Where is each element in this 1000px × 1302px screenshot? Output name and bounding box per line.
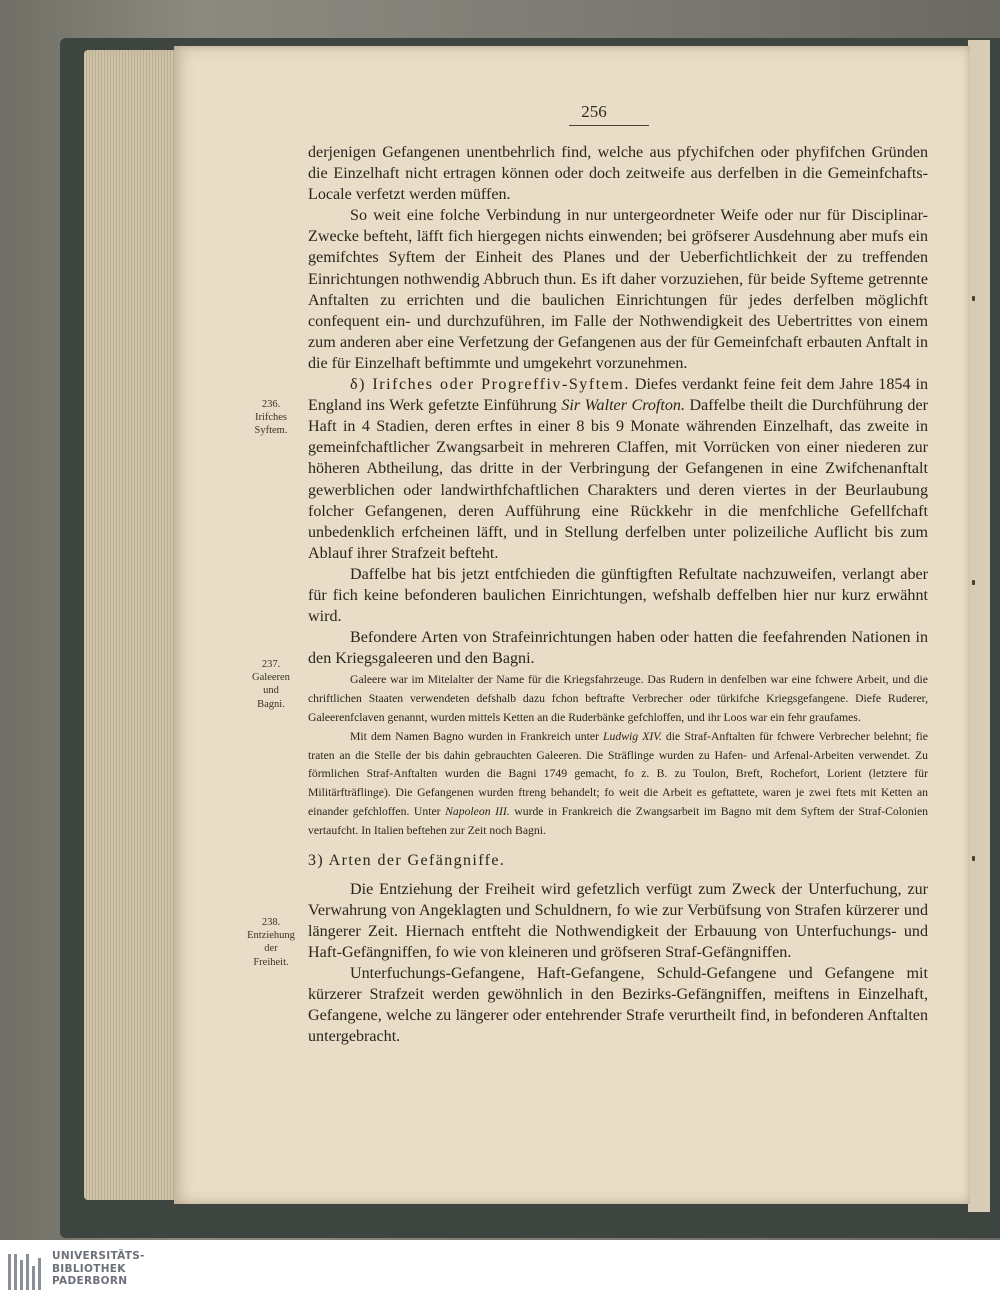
footer-bar — [0, 1240, 1000, 1302]
text-run: die Straf-Anftalten für fchwere Verbrecher belehnt; fie traten an die Stelle der bis dahin gebrauchten Galeeren. Die Sträflinge wurden zu Hafen- und Arfenal-Arbeiten verwendet. Zu förmlichen Straf-Anftalten wurden die Bagni 1749 gemacht, fo z. B. zu Toulon, Breft, Rochefort, Lorient (letztere für Militärfträflinge). Die Gefangenen wurden ftreng behandelt; fo weit die Arbeit es geftattete, waren je zwei ftets mit Ketten an einander gefchloffen. Unter — [308, 729, 928, 818]
margin-note-line: Galeeren — [252, 672, 290, 684]
margin-note-236 — [236, 398, 306, 438]
library-name-line: BIBLIOTHEK — [52, 1262, 126, 1275]
paragraph: Daffelbe hat bis jetzt entfchieden die günftigften Refultate nachzuweifen, verlangt aber für fich keine befonderen baulichen Einrichtungen, wefshalb deffelben hier nur kurz erwähnt wird. — [308, 565, 928, 626]
body-text — [308, 142, 928, 1047]
margin-note-line: Bagni. — [257, 698, 285, 710]
library-logo-icon — [6, 1252, 46, 1292]
margin-note-line: 238. — [261, 917, 281, 928]
book-page — [174, 46, 970, 1204]
person-name: Napoleon III. — [445, 804, 510, 818]
paragraph: derjenigen Gefangenen unentbehrlich find, welche aus pfychifchen oder phyfifchen Gründen die Einzelhaft nicht ertragen können oder doch zeitweife aus derfelben in die Gemeinfchafts-Locale verfetzt werden müffen. — [308, 144, 928, 204]
scan-mark — [972, 856, 975, 861]
section-heading: 3) Arten der Gefängniffe. — [308, 851, 506, 869]
paragraph: Befondere Arten von Strafeinrichtungen haben oder hatten die feefahrenden Nationen in den Kriegsgaleeren und den Bagni. — [308, 629, 928, 668]
small-paragraph: Galeere war im Mitelalter der Name für die Kriegsfahrzeuge. Das Rudern in denfelben war eine fchwere Arbeit, und die chriftlichen Staaten verwendeten defshalb dazu fchon beftrafte Verbrecher oder türkifche Kriegsgefangene. Diefe Ruderer, Galeerenfclaven genannt, wurden mittels Ketten an die Ruderbänke gefchloffen, und ihr Loos war ein fehr graufames. — [308, 673, 928, 724]
margin-note-line: Syftem. — [254, 425, 288, 437]
library-name-line: UNIVERSITÄTS- — [52, 1250, 145, 1262]
paragraph: Unterfuchungs-Gefangene, Haft-Gefangene, Schuld-Gefangene und Gefangene mit kürzerer Strafzeit werden gewöhnlich in den Bezirks-Gefängniffen, meiftens in Einzelhaft, Gefangene, welche zu längerer oder entehrender Strafe verurtheilt find, in befonderen Anftalten untergebracht. — [308, 964, 928, 1046]
margin-note-line: der — [264, 943, 278, 955]
person-name: Ludwig XIV. — [603, 729, 662, 743]
person-name: Sir Walter Crofton. — [561, 397, 685, 415]
margin-note-line: Entziehung — [247, 930, 295, 942]
small-paragraph — [308, 728, 928, 841]
library-name — [52, 1250, 145, 1288]
margin-note-237 — [236, 658, 306, 711]
paragraph: Die Entziehung der Freiheit wird gefetzlich verfügt zum Zweck der Unterfuchung, zur Verwahrung von Angeklagten und Schuldnern, fo wie zur Verbüfsung von Strafen kürzerer und längerer Zeit. Hiernach entfteht die Nothwendigkeit der Erbauung von Unterfuchungs- und Haft-Gefängniffen, fo wie von kleineren und gröfseren Straf-Gefängniffen. — [308, 880, 928, 961]
margin-note-line: und — [263, 685, 279, 697]
text-run: Mit dem Namen Bagno wurden in Frankreich unter — [350, 729, 604, 743]
text-run: wurde in Frankreich die Zwangsarbeit im Bagno mit dem Syftem der Straf-Colonien vertaufcht. In Italien beftehen zur Zeit noch Bagni. — [308, 804, 928, 837]
next-page-edge — [968, 40, 990, 1212]
margin-note-line: 237. — [261, 659, 281, 670]
scan-mark — [972, 580, 975, 585]
margin-note-line: Freiheit. — [253, 956, 289, 968]
text-run: Daffelbe theilt die Durchführung der Haft in 4 Stadien, deren erftes in einer 8 bis 9 Monate währenden Einzelhaft, das zweite in gemeinfchaftlicher Zwangsarbeit in mehreren Claffen, mit Vorrücken von einer niederen zur höheren Abtheilung, das dritte in der Verbringung der Gefangenen in eine Zwifchenanftalt gewerblichen oder landwirthfchaftlichen Charakters und deren viertes in der Beurlaubung folcher Gefangenen, deren Aufführung eine Rückkehr in die menfchliche Gefellfchaft unbedenklich erfcheinen läfft, und in Stellung derfelben unter polizeiliche Auflicht bis zum Ablauf ihrer Strafzeit befteht. — [308, 397, 928, 562]
scan-mark — [972, 296, 975, 301]
page-number-rule — [569, 125, 649, 126]
text-run: Diefes verdankt feine feit dem Jahre 1854 in England ins Werk gefetzte Einführung — [308, 376, 928, 415]
margin-note-line: 236. — [261, 399, 281, 410]
margin-note-238 — [236, 916, 306, 969]
paragraph-irish-system — [308, 374, 928, 564]
margin-note-line: Irifches — [254, 412, 288, 424]
small-print-notes — [308, 671, 928, 840]
page-number: 256 — [581, 102, 607, 121]
run-in-heading: δ) Irifches oder Progreffiv-Syftem. — [350, 376, 630, 394]
paragraph: So weit eine folche Verbindung in nur untergeordneter Weife oder nur für Disciplinar-Zwecke befteht, läfft fich hiergegen nichts einwenden; bei gröfserer Ausdehnung aber mufs ein gemifchtes Syftem der Einheit des Planes und der Ueberfichtlichkeit der zu treffenden Einrichtungen nothwendig Abbruch thun. Es ift daher vorzuziehen, für beide Syfteme getrennte Anftalten zu errichten und die baulichen Einrichtungen für jedes derfelben möglichft confequent ein- und durchzuführen, im Falle der Nothwendigkeit des Uebertrittes von einem zum anderen aber eine Verfetzung der Gefangenen aus der für Gemeinfchaft erbauten Anftalt in die für Einzelhaft beftimmte und umgekehrt vorzunehmen. — [308, 207, 928, 372]
page-edges — [84, 50, 176, 1200]
library-name-line: PADERBORN — [52, 1275, 128, 1287]
